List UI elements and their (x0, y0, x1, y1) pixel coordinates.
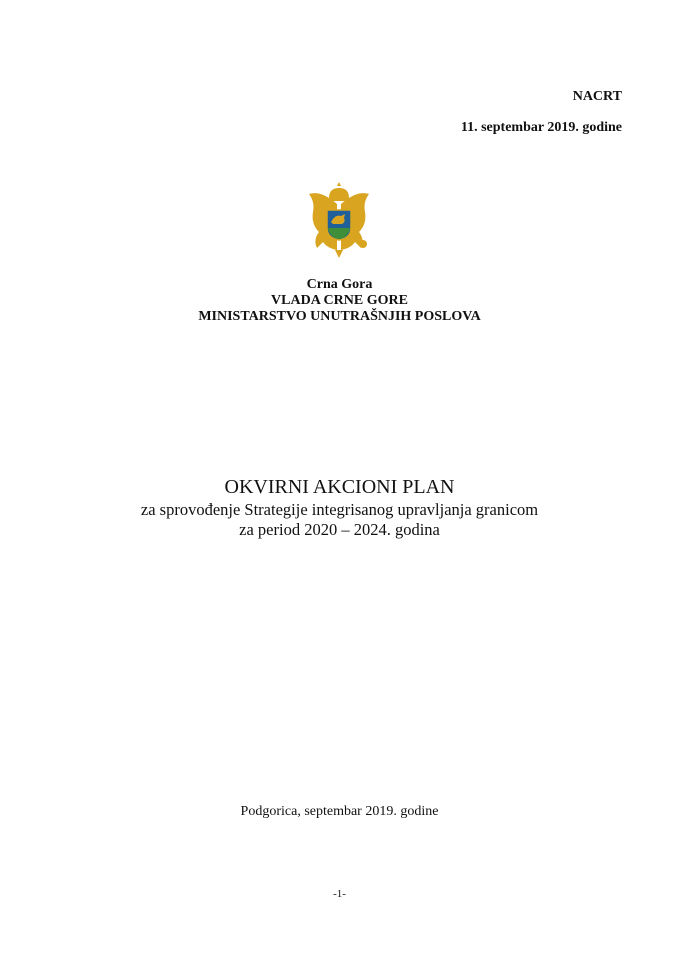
coat-of-arms-icon (303, 180, 375, 260)
draft-label: NACRT (572, 89, 622, 104)
country-name: Crna Gora (306, 277, 373, 292)
document-subtitle: za sprovođenje Strategije integrisanog upravljanja granicom (140, 500, 539, 519)
document-title: OKVIRNI AKCIONI PLAN (224, 476, 455, 498)
page-number: -1- (333, 888, 346, 900)
place-date: Podgorica, septembar 2019. godine (240, 804, 439, 819)
ministry-name: MINISTARSTVO UNUTRAŠNJIH POSLOVA (198, 309, 481, 324)
government-name: VLADA CRNE GORE (271, 293, 408, 308)
document-date: 11. septembar 2019. godine (460, 120, 622, 135)
document-period: za period 2020 – 2024. godina (239, 520, 440, 539)
